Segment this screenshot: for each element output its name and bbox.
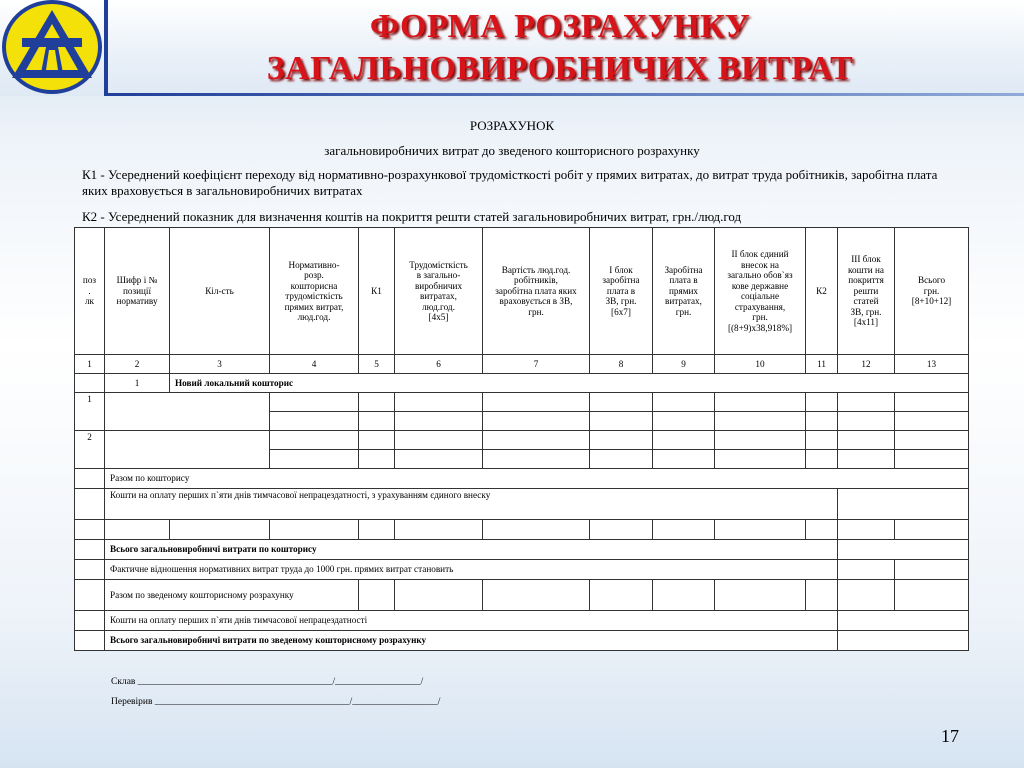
empty-cell xyxy=(838,489,969,520)
empty-cell xyxy=(838,560,895,580)
header-cell: Вартість люд.год. робітників, заробітна плата яких враховується в ЗВ, грн. xyxy=(483,228,590,355)
empty-cell xyxy=(170,520,270,540)
empty-cell xyxy=(395,393,483,412)
header-cell: ІІІ блок кошти на покриття решти статей ЗВ, грн. [4x11] xyxy=(838,228,895,355)
empty-cell xyxy=(483,431,590,450)
table-row xyxy=(75,520,969,540)
empty-cell xyxy=(483,580,590,611)
empty-cell xyxy=(653,450,715,469)
empty-cell xyxy=(75,469,105,489)
column-number-row xyxy=(75,355,969,374)
empty-cell xyxy=(75,374,105,393)
empty-cell xyxy=(895,412,969,431)
empty-cell xyxy=(895,520,969,540)
column-number: 10 xyxy=(715,355,806,374)
empty-cell xyxy=(75,580,105,611)
empty-cell xyxy=(395,580,483,611)
position-number: 1 xyxy=(75,393,105,431)
empty-cell xyxy=(270,450,359,469)
empty-cell xyxy=(590,450,653,469)
empty-cell xyxy=(75,560,105,580)
empty-cell xyxy=(395,520,483,540)
position-number: 2 xyxy=(75,431,105,469)
slide-title-line-1: ФОРМА РОЗРАХУНКУ xyxy=(369,8,751,45)
header-cell: поз . лк xyxy=(75,228,105,355)
empty-cell xyxy=(483,520,590,540)
empty-cell xyxy=(715,412,806,431)
empty-cell xyxy=(895,393,969,412)
empty-cell xyxy=(838,611,969,631)
empty-cell xyxy=(483,450,590,469)
column-number: 4 xyxy=(270,355,359,374)
empty-cell xyxy=(838,450,895,469)
table-row xyxy=(75,431,969,450)
total-overhead-summary-label: Всього загальновиробничі витрати по зведеному кошторисному розрахунку xyxy=(105,631,838,651)
empty-cell xyxy=(359,431,395,450)
header-cell: І блок заробітна плата в ЗВ, грн. [6x7] xyxy=(590,228,653,355)
empty-cell xyxy=(715,520,806,540)
empty-cell xyxy=(359,580,395,611)
empty-cell xyxy=(75,611,105,631)
header-cell: Всього грн. [8+10+12] xyxy=(895,228,969,355)
empty-cell xyxy=(270,520,359,540)
empty-cell xyxy=(359,450,395,469)
empty-cell xyxy=(75,540,105,560)
document-heading: РОЗРАХУНОК xyxy=(469,118,555,133)
empty-cell xyxy=(653,580,715,611)
ratio-label: Фактичне відношення нормативних витрат труда до 1000 грн. прямих витрат становить xyxy=(105,560,838,580)
empty-cell xyxy=(806,412,838,431)
column-number: 13 xyxy=(895,355,969,374)
triangle-roadway-logo-icon xyxy=(0,0,104,96)
table-row-sick-pay-short xyxy=(75,611,969,631)
k2-definition: К2 - Усереднений показник для визначення коштів на покриття решти статей загальновиробничих витрат, грн./люд.год xyxy=(82,209,742,224)
table-row-estimate xyxy=(75,374,969,393)
calculation-table xyxy=(74,227,968,651)
checked-by-line: Перевірив _________________________________________/__________________/ xyxy=(111,697,441,707)
empty-cell xyxy=(483,393,590,412)
table-header-row xyxy=(75,228,969,355)
empty-cell xyxy=(483,412,590,431)
header-cell: Трудомісткість в загально- виробничих витратах, люд.год. [4x5] xyxy=(395,228,483,355)
empty-cell xyxy=(838,393,895,412)
empty-cell xyxy=(653,431,715,450)
header-cell: Кіл-сть xyxy=(170,228,270,355)
empty-cell xyxy=(715,450,806,469)
header-cell: Нормативно- розр. кошторисна трудомісткість прямих витрат, люд.год. xyxy=(270,228,359,355)
empty-cell xyxy=(395,431,483,450)
empty-cell xyxy=(895,431,969,450)
column-number: 7 xyxy=(483,355,590,374)
estimate-number: 1 xyxy=(105,374,170,393)
empty-cell xyxy=(895,560,969,580)
header-cell: К2 xyxy=(806,228,838,355)
empty-cell xyxy=(806,431,838,450)
empty-cell xyxy=(270,431,359,450)
empty-cell xyxy=(806,520,838,540)
empty-cell xyxy=(395,412,483,431)
empty-cell xyxy=(590,393,653,412)
header-cell: Шифр і № позиції нормативу xyxy=(105,228,170,355)
table-row-total-overhead xyxy=(75,540,969,560)
table-row-sick-pay xyxy=(75,489,969,520)
header-underline xyxy=(104,93,1024,96)
slide-title-line-2: ЗАГАЛЬНОВИРОБНИЧИХ ВИТРАТ xyxy=(266,50,854,87)
empty-cell xyxy=(395,450,483,469)
k1-definition: К1 - Усереднений коефіцієнт переходу від нормативно-розрахункової трудомісткості робіт у прямих витратах, до витрат труда робітників, заробітна плата яких враховується в загальновиробничих витратах xyxy=(82,167,938,198)
empty-cell xyxy=(590,412,653,431)
empty-cell xyxy=(715,431,806,450)
total-overhead-label: Всього загальновиробничі витрати по кошторису xyxy=(105,540,838,560)
empty-cell xyxy=(895,580,969,611)
empty-cell xyxy=(359,520,395,540)
header-cell: К1 xyxy=(359,228,395,355)
column-number: 5 xyxy=(359,355,395,374)
empty-cell xyxy=(270,393,359,412)
estimate-title: Новий локальний кошторис xyxy=(170,374,969,393)
empty-cell xyxy=(715,393,806,412)
column-number: 12 xyxy=(838,355,895,374)
empty-cell xyxy=(75,520,105,540)
empty-cell xyxy=(838,412,895,431)
empty-cell xyxy=(75,489,105,520)
empty-cell xyxy=(838,520,895,540)
empty-cell xyxy=(590,431,653,450)
empty-cell xyxy=(895,450,969,469)
column-number: 6 xyxy=(395,355,483,374)
empty-cell xyxy=(270,412,359,431)
empty-cell xyxy=(653,412,715,431)
empty-cell xyxy=(359,412,395,431)
slide-header xyxy=(0,0,1024,96)
empty-cell xyxy=(359,393,395,412)
header-cell: Заробітна плата в прямих витратах, грн. xyxy=(653,228,715,355)
table-row-total-overhead-summary xyxy=(75,631,969,651)
table-row xyxy=(75,393,969,412)
total-estimate-label: Разом по кошторису xyxy=(105,469,969,489)
empty-cell xyxy=(806,580,838,611)
empty-cell xyxy=(653,520,715,540)
column-number: 9 xyxy=(653,355,715,374)
logo-divider xyxy=(104,0,108,96)
page-number: 17 xyxy=(941,726,959,746)
empty-cell xyxy=(590,520,653,540)
empty-cell xyxy=(105,520,170,540)
empty-cell xyxy=(653,393,715,412)
column-number: 3 xyxy=(170,355,270,374)
signature-block xyxy=(111,677,440,717)
empty-cell xyxy=(105,393,270,431)
empty-cell xyxy=(838,631,969,651)
header-cell: ІІ блок єдиний внесок на загально обов`яз кове державне соціальне страхування, грн. [(8+9)х38,918%] xyxy=(715,228,806,355)
table-row-total-estimate xyxy=(75,469,969,489)
sick-pay-short-label: Кошти на оплату перших п`яти днів тимчасової непрацездатності xyxy=(105,611,838,631)
column-number: 8 xyxy=(590,355,653,374)
table-row-total-summary xyxy=(75,580,969,611)
document-subheading: загальновиробничих витрат до зведеного кошторисного розрахунку xyxy=(324,143,700,158)
empty-cell xyxy=(806,450,838,469)
composed-by-line: Склав _________________________________________/__________________/ xyxy=(111,677,424,687)
empty-cell xyxy=(590,580,653,611)
empty-cell xyxy=(838,540,969,560)
empty-cell xyxy=(75,631,105,651)
sick-pay-label: Кошти на оплату перших п`яти днів тимчасової непрацездатності, з урахуванням єдиного внеску xyxy=(105,489,838,520)
empty-cell xyxy=(838,580,895,611)
column-number: 2 xyxy=(105,355,170,374)
empty-cell xyxy=(806,393,838,412)
table-row-ratio xyxy=(75,560,969,580)
empty-cell xyxy=(105,431,270,469)
column-number: 1 xyxy=(75,355,105,374)
column-number: 11 xyxy=(806,355,838,374)
empty-cell xyxy=(838,431,895,450)
total-summary-label: Разом по зведеному кошторисному розрахунку xyxy=(105,580,359,611)
empty-cell xyxy=(715,580,806,611)
